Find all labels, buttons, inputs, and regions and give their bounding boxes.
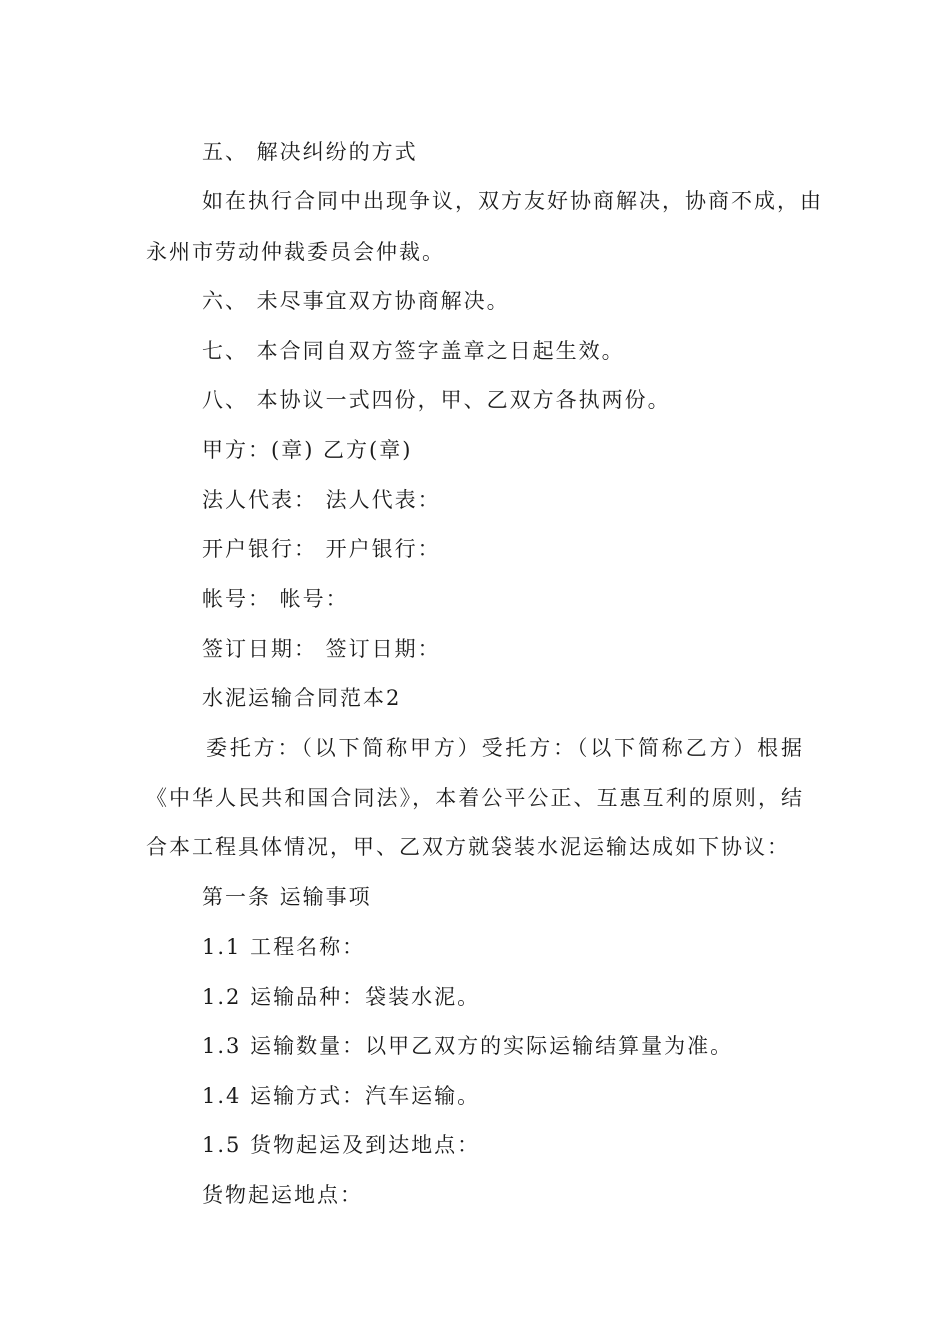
item-1-1: 1.1 工程名称： xyxy=(202,935,366,959)
departure-location-line: 货物起运地点： xyxy=(202,1183,363,1207)
intro-line-2: 《中华人民共和国合同法》，本着公平公正、互惠互利的原则，结 xyxy=(146,786,804,810)
contract-sample-title: 水泥运输合同范本2 xyxy=(202,686,402,710)
item-1-2: 1.2 运输品种：袋装水泥。 xyxy=(202,985,481,1009)
account-line: 帐号： 帐号： xyxy=(202,587,349,611)
signing-date-line: 签订日期： 签订日期： xyxy=(202,637,441,661)
intro-line-1: 委托方：（以下简称甲方）受托方：（以下简称乙方）根据 xyxy=(206,736,804,760)
item-1-4: 1.4 运输方式：汽车运输。 xyxy=(202,1084,481,1108)
item-1-3: 1.3 运输数量：以甲乙双方的实际运输结算量为准。 xyxy=(202,1034,734,1058)
party-seal-line: 甲方：(章) 乙方(章) xyxy=(202,438,413,462)
section-6: 六、 未尽事宜双方协商解决。 xyxy=(202,289,510,313)
section-5-text-line-1: 如在执行合同中出现争议，双方友好协商解决，协商不成，由 xyxy=(202,189,823,213)
section-5-heading: 五、 解决纠纷的方式 xyxy=(202,140,418,164)
article-1-heading: 第一条 运输事项 xyxy=(202,885,372,909)
bank-line: 开户银行： 开户银行： xyxy=(202,537,441,561)
intro-line-3: 合本工程具体情况，甲、乙双方就袋装水泥运输达成如下协议： xyxy=(146,835,790,859)
legal-representative-line: 法人代表： 法人代表： xyxy=(202,488,441,512)
section-7: 七、 本合同自双方签字盖章之日起生效。 xyxy=(202,339,625,363)
section-5-text-line-2: 永州市劳动仲裁委员会仲裁。 xyxy=(146,240,445,264)
section-8: 八、 本协议一式四份，甲、乙双方各执两份。 xyxy=(202,388,671,412)
item-1-5: 1.5 货物起运及到达地点： xyxy=(202,1133,481,1157)
